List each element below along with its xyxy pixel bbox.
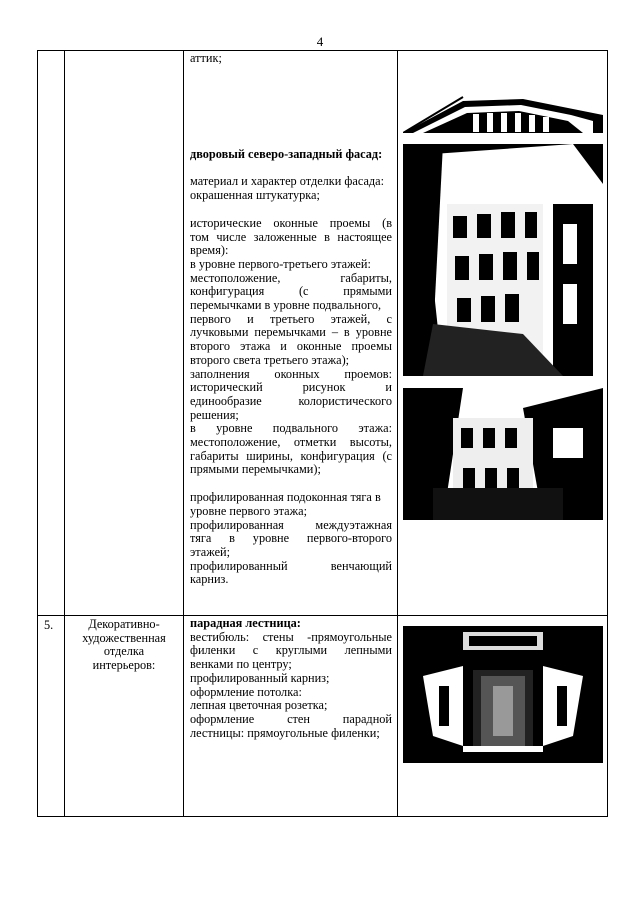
courtyard-facade-heading: дворовый северо-западный фасад: bbox=[190, 146, 383, 161]
photos-cell bbox=[398, 51, 608, 616]
courtyard-facade-photo bbox=[403, 144, 603, 376]
heritage-elements-table bbox=[37, 50, 608, 817]
description-cell bbox=[184, 616, 398, 817]
description-text: парадная лестница: вестибюль: стены -прямоугольные филенки с круглыми лепными венками по центру; профилированный карниз; оформление потолка: лепная цветочная розетка; оформление стен парадной лестницы: прямоугольные филенки; bbox=[190, 616, 392, 740]
attic-photo bbox=[403, 95, 603, 133]
description-text: аттик; дворовый северо-западный фасад: материал и характер отделки фасада: окрашенная штукатурка; исторические оконные проемы (в том числе заложенные в настоящее время): в уровне первого-третьего этажей: местоположение, габариты, конфигурация (с прямыми перемычками в уровне подвального, первого и третьего этажей, с лучковыми перемычками – в уровне второго этажа и оконные проемы второго света третьего этажа); заполнения оконных проемов: исторический рисунок и единообразие колористического решения; в уровне подвального этажа: местоположение, отметки высоты, габариты ширины, конфигурация (с прямыми перемычками); профилированная подоконная тяга в уровне первого этажа; профилированная междуэтажная тяга в уровне первого-второго этажей; профилированный венчающий карниз. bbox=[190, 51, 392, 587]
row-number-cell bbox=[38, 51, 65, 616]
description-cell bbox=[184, 51, 398, 616]
photos-cell bbox=[398, 616, 608, 817]
page-number: 4 bbox=[316, 34, 324, 49]
staircase-photo bbox=[403, 626, 603, 763]
table-row bbox=[38, 616, 608, 817]
category-cell bbox=[65, 51, 184, 616]
table-row bbox=[38, 51, 608, 616]
category-cell: Декоративно-художественная отделка интерьеров: bbox=[65, 616, 184, 817]
courtyard-windows-photo bbox=[403, 388, 603, 520]
staircase-heading: парадная лестница: bbox=[190, 616, 301, 630]
row-number-cell: 5. bbox=[38, 616, 65, 817]
